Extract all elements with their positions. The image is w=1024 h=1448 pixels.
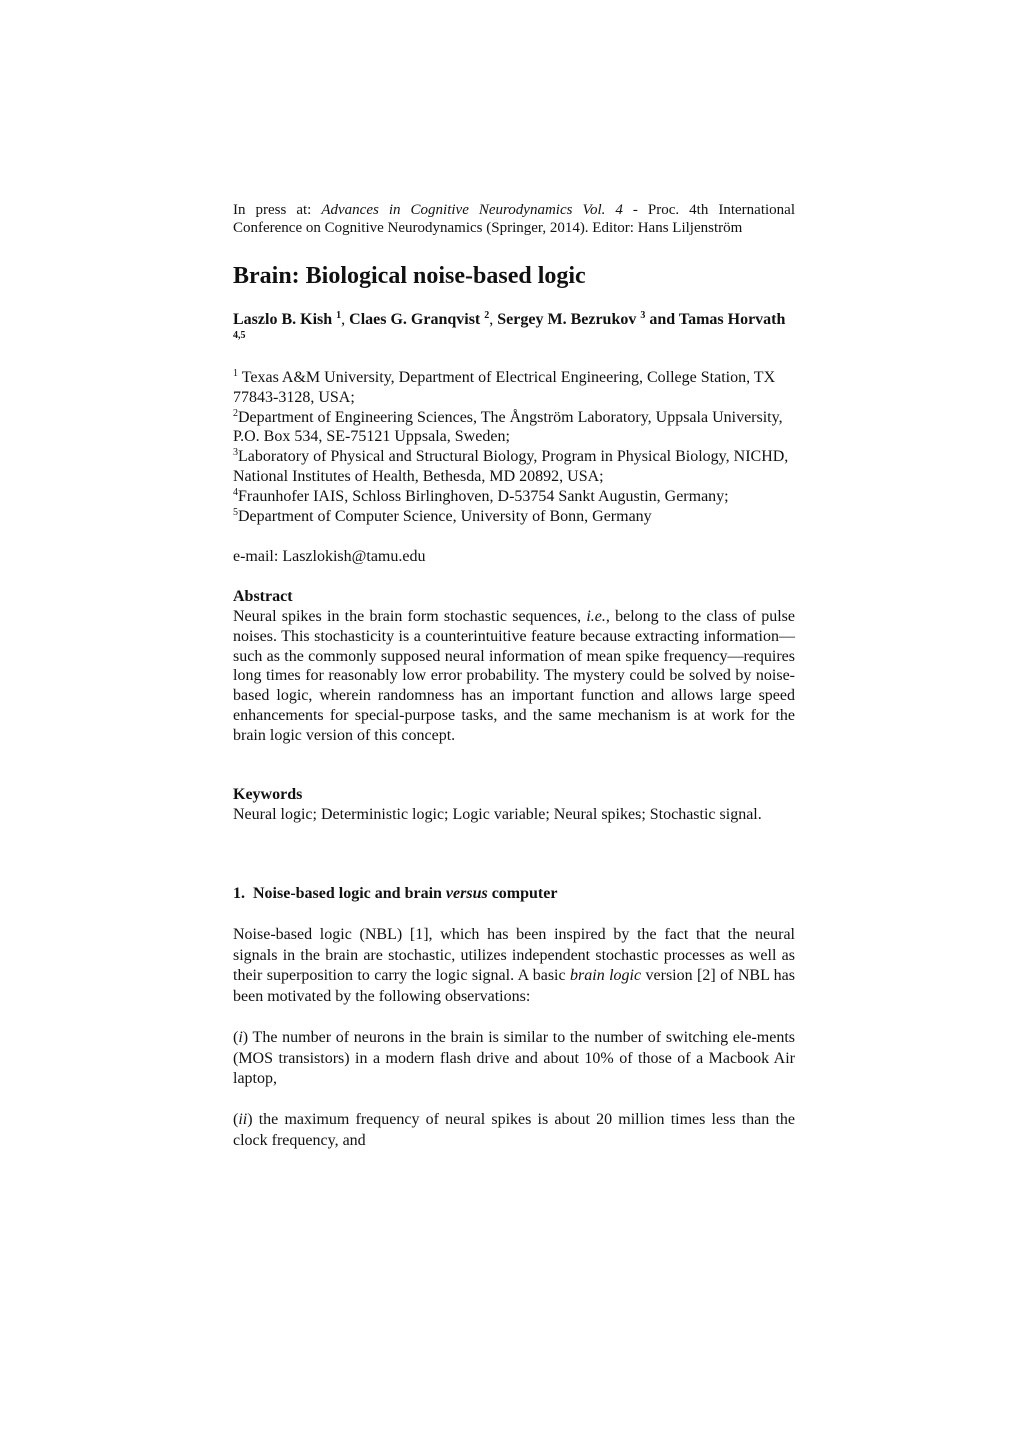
affiliation-number: 2	[233, 407, 238, 419]
press-note-prefix: In press at:	[233, 202, 322, 218]
affiliation: $^2$Department of Engineering Sciences, The Ångström Laboratory, Uppsala University, P.O. Box 534, SE-75121 Uppsala, Sweden;	[233, 407, 783, 446]
author: Sergey M. Bezrukov $^3$	[497, 310, 646, 328]
journal-name: Advances in Cognitive Neurodynamics Vol. 4	[321, 202, 623, 218]
author: Claes G. Granqvist $^2$	[349, 310, 490, 328]
brain-logic-term: brain logic	[570, 967, 642, 985]
section-heading: 1. Noise-based logic and brain versus computer	[233, 885, 558, 902]
press-note	[233, 201, 795, 237]
abstract-body: Neural spikes in the brain form stochastic sequences, i.e., belong to the class of pulse noises. This stochasticity is a counterintuitive feature because extracting information—such as the commonly supposed neural information of mean spike frequency—requires long times for reasonably low error probability. The mystery could be solved by noise-based logic, wherein randomness has an important function and allows large speed enhancements for special-purpose tasks, and the same mechanism is at work for the brain logic version of this concept.	[233, 608, 795, 744]
keywords-body: Neural logic; Deterministic logic; Logic variable; Neural spikes; Stochastic signal.	[233, 806, 762, 823]
author: Laszlo B. Kish $^1$	[233, 310, 342, 328]
author: Tamas Horvath $^{4,5}$	[233, 311, 786, 341]
press-note-line-1	[233, 201, 795, 219]
abstract-heading: Abstract	[233, 588, 293, 605]
affiliation-number: 1	[233, 368, 238, 379]
list-label: ii	[238, 1111, 248, 1128]
author-affiliation-mark: 1	[336, 310, 342, 321]
list-paragraph: (ii) the maximum frequency of neural spikes is about 20 million times less than the clock frequency, and	[233, 1111, 795, 1149]
contact-email[interactable]: e-mail: Laszlokish@tamu.edu	[233, 548, 426, 565]
author-affiliation-mark: 2	[484, 310, 490, 321]
press-note-proc: - Proc. 4th International	[622, 202, 795, 218]
affiliation: $^3$Laboratory of Physical and Structural Biology, Program in Physical Biology, NICHD, National Institutes of Health, Bethesda, MD 20892, USA;	[233, 447, 789, 485]
abstract-ie: i.e.	[586, 608, 606, 625]
press-note-line-2: Conference on Cognitive Neurodynamics (Springer, 2014). Editor: Hans Liljenström	[233, 220, 743, 236]
author-affiliation-mark: 4,5	[233, 330, 246, 341]
author-affiliation-mark: 3	[640, 310, 646, 321]
affiliation: $^5$Department of Computer Science, University of Bonn, Germany	[233, 506, 652, 525]
author-list: Laszlo B. Kish $^1$, Claes G. Granqvist $^2$, Sergey M. Bezrukov $^3$ and Tamas Horvath $^{4,5}$	[233, 310, 795, 350]
section-heading-versus: versus	[445, 885, 488, 902]
section-number: 1.	[233, 885, 245, 902]
affiliation-list	[233, 368, 795, 526]
list-label: i	[238, 1029, 243, 1046]
affiliation-number: 4	[233, 486, 238, 498]
affiliation-number: 5	[233, 506, 238, 518]
paper-title: Brain: Biological noise-based logic	[233, 263, 586, 289]
list-paragraph: (i) The number of neurons in the brain is similar to the number of switching ele-ments (MOS transistors) in a modern flash drive and about 10% of those of a Macbook Air laptop,	[233, 1029, 795, 1088]
affiliation: $^1$ Texas A&M University, Department of Electrical Engineering, College Station, TX 77843-3128, USA;	[233, 368, 776, 406]
body-paragraph: Noise-based logic (NBL) [1], which has been inspired by the fact that the neural signals in the brain are stochastic, utilizes independent stochastic processes as well as their superposition to carry the logic signal. A basic brain logic version [2] of NBL has been motivated by the following observations:	[233, 926, 796, 1005]
affiliation: $^4$Fraunhofer IAIS, Schloss Birlinghoven, D-53754 Sankt Augustin, Germany;	[233, 486, 729, 505]
affiliation-number: 3	[233, 447, 238, 459]
keywords-heading: Keywords	[233, 786, 303, 803]
